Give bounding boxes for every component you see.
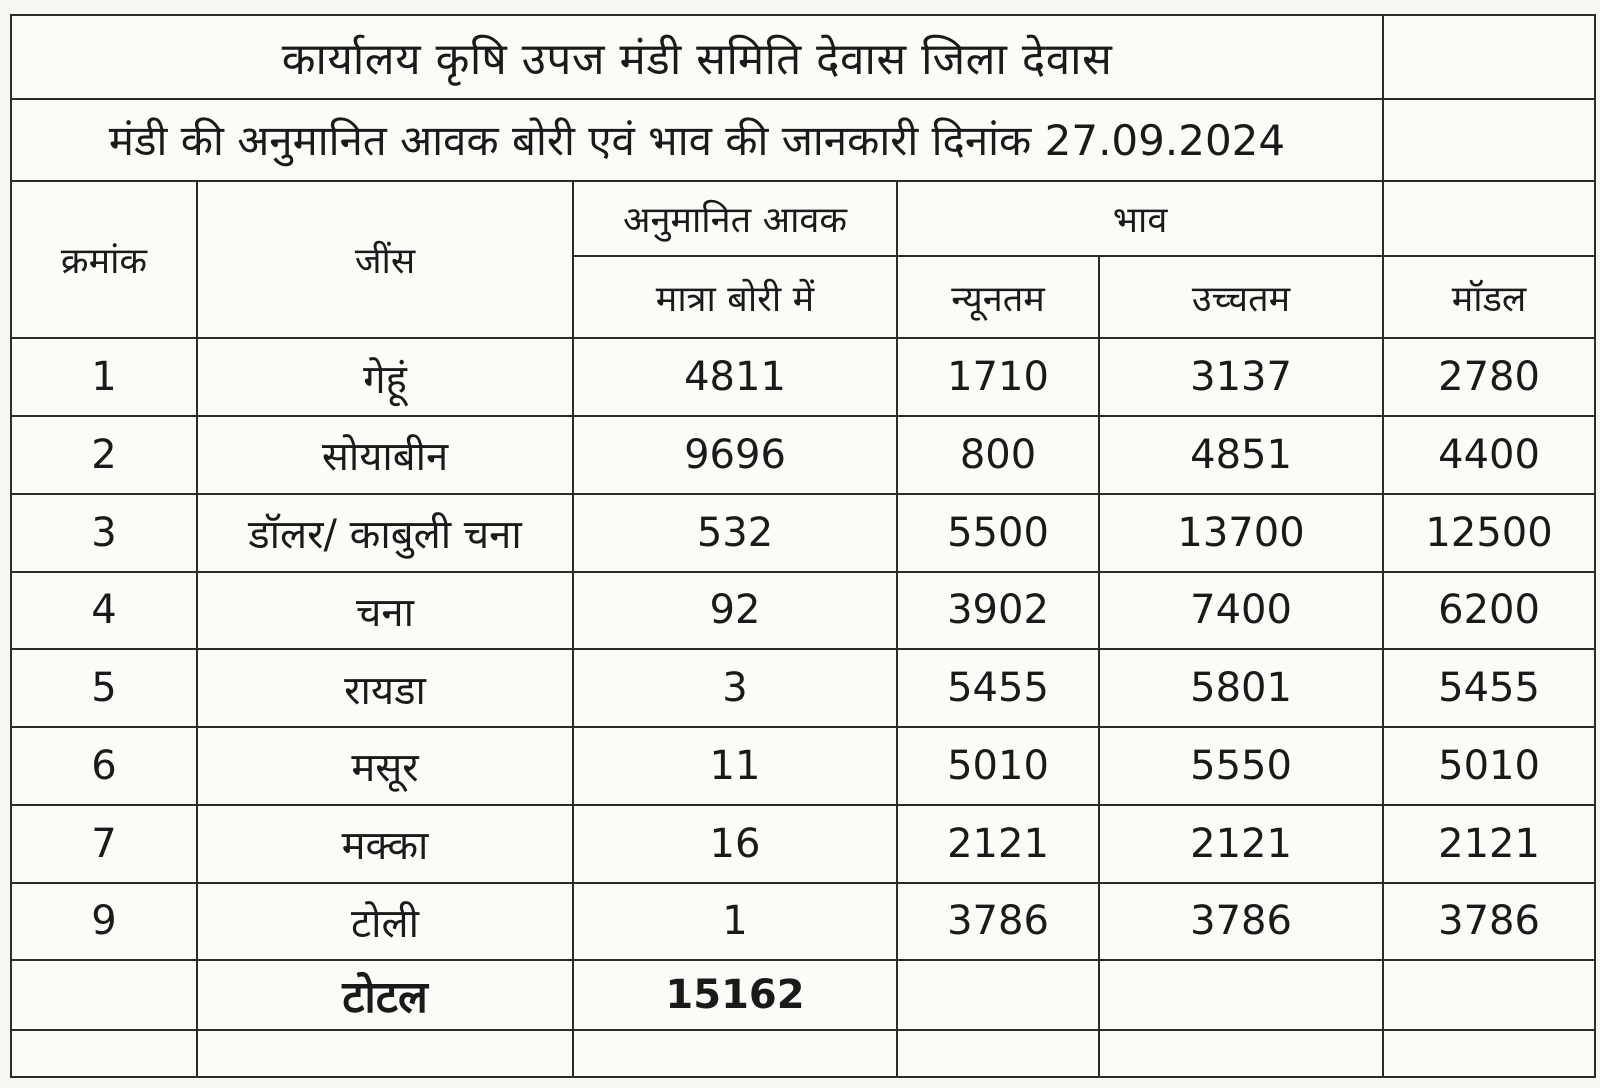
serial-cell: 1 [11, 338, 197, 416]
modal-price-cell: 2121 [1383, 805, 1595, 883]
min-price-cell: 2121 [897, 805, 1099, 883]
max-price-cell: 7400 [1099, 572, 1383, 650]
qty-cell: 11 [573, 727, 897, 805]
total-row [11, 960, 1595, 1030]
table-row [11, 494, 1595, 572]
blank-cell [11, 960, 197, 1030]
max-price-cell: 2121 [1099, 805, 1383, 883]
commodity-cell: मसूर [197, 727, 573, 805]
blank-cell [1099, 960, 1383, 1030]
commodity-cell: रायडा [197, 649, 573, 727]
document-title: कार्यालय कृषि उपज मंडी समिति देवास जिला देवास [11, 15, 1383, 99]
modal-price-cell: 5010 [1383, 727, 1595, 805]
blank-cell [1383, 99, 1595, 181]
min-price-cell: 5010 [897, 727, 1099, 805]
header-row-1 [11, 181, 1595, 257]
modal-price-cell: 3786 [1383, 883, 1595, 961]
table-row [11, 572, 1595, 650]
table-row [11, 649, 1595, 727]
subtitle-row [11, 99, 1595, 181]
blank-cell [1383, 1030, 1595, 1077]
blank-cell [1383, 181, 1595, 257]
blank-cell [897, 960, 1099, 1030]
header-max: उच्चतम [1099, 256, 1383, 338]
modal-price-cell: 4400 [1383, 416, 1595, 494]
max-price-cell: 3137 [1099, 338, 1383, 416]
header-serial: क्रमांक [11, 181, 197, 339]
blank-cell [1099, 1030, 1383, 1077]
blank-cell [1383, 960, 1595, 1030]
serial-cell: 5 [11, 649, 197, 727]
blank-cell [897, 1030, 1099, 1077]
serial-cell: 9 [11, 883, 197, 961]
table-row [11, 805, 1595, 883]
serial-cell: 3 [11, 494, 197, 572]
min-price-cell: 3902 [897, 572, 1099, 650]
commodity-cell: टोली [197, 883, 573, 961]
qty-cell: 3 [573, 649, 897, 727]
table-row [11, 416, 1595, 494]
serial-cell: 7 [11, 805, 197, 883]
header-price-group: भाव [897, 181, 1383, 257]
min-price-cell: 800 [897, 416, 1099, 494]
mandi-price-table [10, 14, 1596, 1078]
blank-cell [11, 1030, 197, 1077]
max-price-cell: 13700 [1099, 494, 1383, 572]
qty-cell: 1 [573, 883, 897, 961]
blank-cell [1383, 15, 1595, 99]
min-price-cell: 3786 [897, 883, 1099, 961]
commodity-cell: चना [197, 572, 573, 650]
blank-cell [573, 1030, 897, 1077]
qty-cell: 92 [573, 572, 897, 650]
header-commodity: जींस [197, 181, 573, 339]
serial-cell: 2 [11, 416, 197, 494]
empty-row [11, 1030, 1595, 1077]
commodity-cell: गेहूं [197, 338, 573, 416]
max-price-cell: 5550 [1099, 727, 1383, 805]
qty-cell: 532 [573, 494, 897, 572]
max-price-cell: 3786 [1099, 883, 1383, 961]
header-arrival-bottom: मात्रा बोरी में [573, 256, 897, 338]
modal-price-cell: 5455 [1383, 649, 1595, 727]
document-subtitle: मंडी की अनुमानित आवक बोरी एवं भाव की जानकारी दिनांक 27.09.2024 [11, 99, 1383, 181]
qty-cell: 4811 [573, 338, 897, 416]
commodity-cell: मक्का [197, 805, 573, 883]
min-price-cell: 1710 [897, 338, 1099, 416]
max-price-cell: 4851 [1099, 416, 1383, 494]
blank-cell [197, 1030, 573, 1077]
table-row [11, 338, 1595, 416]
commodity-cell: डॉलर/ काबुली चना [197, 494, 573, 572]
table-row [11, 883, 1595, 961]
price-sheet [10, 14, 1594, 1078]
modal-price-cell: 6200 [1383, 572, 1595, 650]
header-modal: मॉडल [1383, 256, 1595, 338]
qty-cell: 9696 [573, 416, 897, 494]
min-price-cell: 5500 [897, 494, 1099, 572]
serial-cell: 6 [11, 727, 197, 805]
qty-cell: 16 [573, 805, 897, 883]
total-qty: 15162 [573, 960, 897, 1030]
header-arrival-top: अनुमानित आवक [573, 181, 897, 257]
commodity-cell: सोयाबीन [197, 416, 573, 494]
title-row [11, 15, 1595, 99]
serial-cell: 4 [11, 572, 197, 650]
modal-price-cell: 2780 [1383, 338, 1595, 416]
min-price-cell: 5455 [897, 649, 1099, 727]
table-row [11, 727, 1595, 805]
header-min: न्यूनतम [897, 256, 1099, 338]
modal-price-cell: 12500 [1383, 494, 1595, 572]
max-price-cell: 5801 [1099, 649, 1383, 727]
total-label: टोटल [197, 960, 573, 1030]
